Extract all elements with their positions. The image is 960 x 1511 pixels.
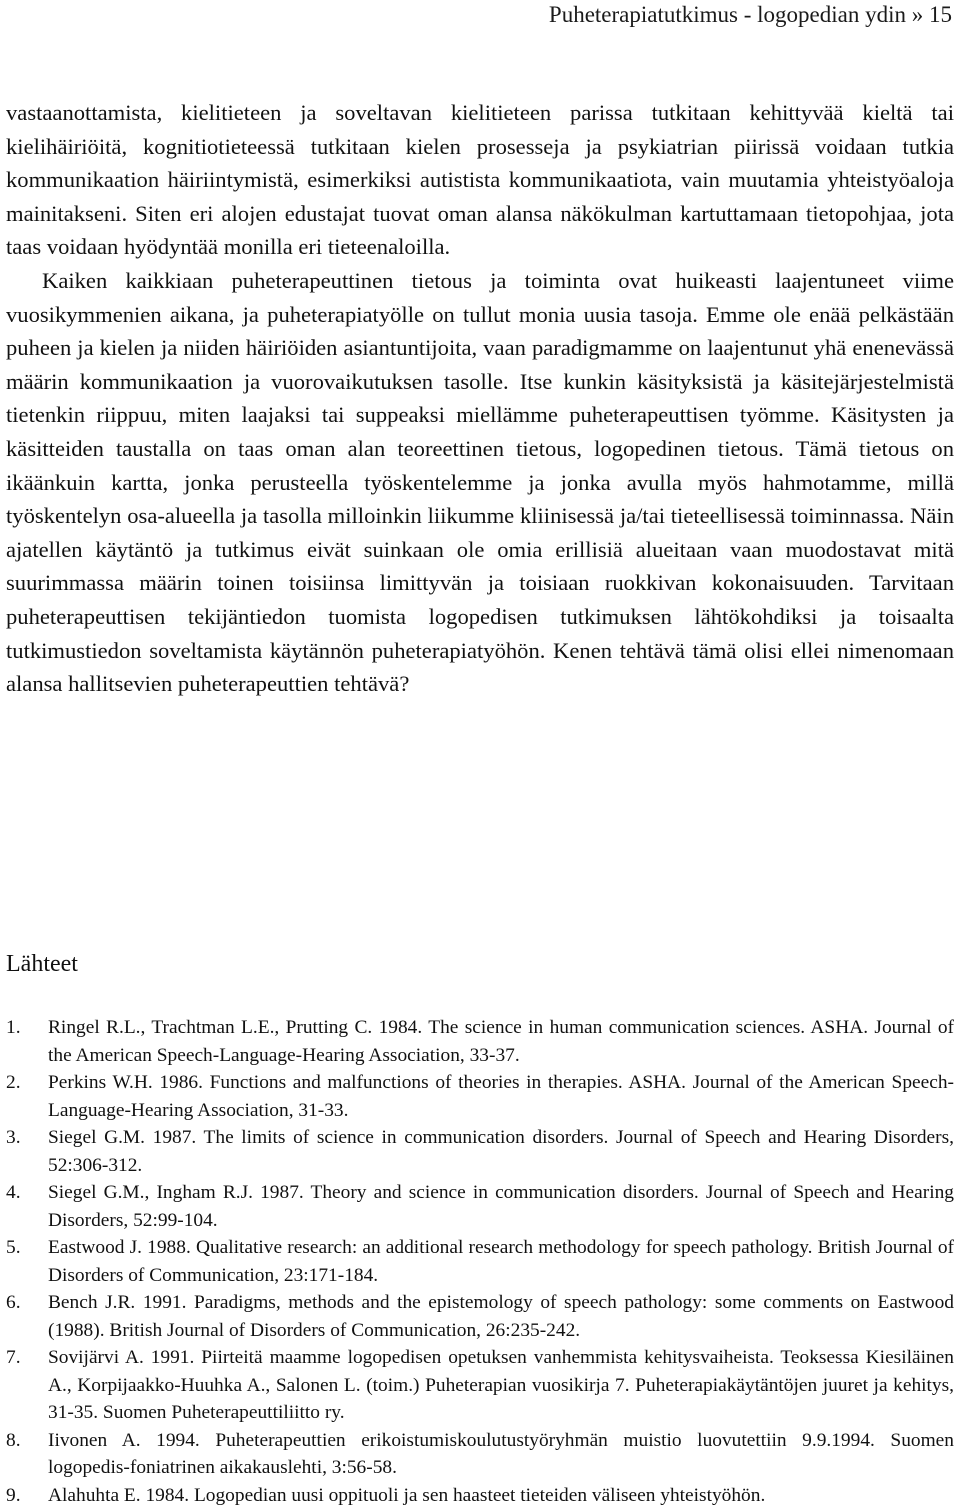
reference-number: 5. [6, 1237, 21, 1258]
reference-item-8 [6, 1427, 954, 1482]
reference-item-1 [6, 1014, 954, 1069]
reference-item-4 [6, 1179, 954, 1234]
reference-number: 4. [6, 1182, 21, 1203]
reference-number: 3. [6, 1127, 21, 1148]
reference-number: 9. [6, 1484, 21, 1506]
reference-item-9 [6, 1482, 954, 1510]
running-header: Puheterapiatutkimus - logopedian ydin » 15 [548, 2, 952, 27]
references-heading: Lähteet [6, 951, 78, 977]
reference-number: 1. [6, 1017, 21, 1038]
reference-number: 2. [6, 1072, 21, 1093]
paragraph-2: Kaiken kaikkiaan puheterapeuttinen tietous ja toiminta ovat huikeasti laajentuneet viime vuosikymmenien aikana, ja puheterapiatyölle on tullut monia uusia tasoja. Emme ole enää pelkästään puheen ja kielen ja niiden häiriöiden asiantuntijoita, vaan paradigmamme on laajentunut yhä enenevässä määrin kommunikaation ja vuorovaikutuksen tasolle. Itse kunkin käsityksistä ja käsitejärjestelmistä tietenkin riippuu, miten laajaksi tai suppeaksi miellämme puheterapeuttisen työmme. Käsitysten ja käsitteiden taustalla on taas oman alan teoreettinen tietous, logopedinen tietous. Tämä tietous on ikäänkuin kartta, jonka perusteella työskentelemme ja jonka avulla myös hahmotamme, millä työskentelyn osa-alueella ja tasolla milloinkin liikumme kliinisessä ja/tai tieteellisessä toiminnassa. Näin ajatellen käytäntö ja tutkimus eivät suinkaan ole omia erillisiä alueitaan vaan muodostavat mitä suurimmassa määrin toinen toisiinsa limittyvän ja toisiaan ruokkivan kokonaisuuden. Tarvitaan puheterapeuttisen tekijäntiedon tuomista logopedisen tutkimuksen lähtökohdiksi ja toisaalta tutkimustiedon soveltamista käytännön puheterapiatyöhön. Kenen tehtävä tämä olisi ellei nimenomaan alansa hallitsevien puheterapeuttien tehtävä? [6, 267, 954, 697]
reference-number: 6. [6, 1292, 21, 1313]
reference-text: Ringel R.L., Trachtman L.E., Prutting C. 1984. The science in human communication sciences. ASHA. Journal of the American Speech-Language-Hearing Association, 33-37. [48, 1017, 954, 1066]
reference-text: Siegel G.M. 1987. The limits of science in communication disorders. Journal of Speech and Hearing Disorders, 52:306-312. [48, 1127, 954, 1176]
reference-number: 7. [6, 1347, 21, 1368]
reference-text: Alahuhta E. 1984. Logopedian uusi oppituoli ja sen haasteet tieteiden väliseen yhteistyöhön. [48, 1484, 766, 1506]
references-list [6, 1014, 954, 1509]
reference-text: Bench J.R. 1991. Paradigms, methods and the epistemology of speech pathology: some comments on Eastwood (1988). British Journal of Disorders of Communication, 26:235-242. [48, 1292, 954, 1341]
reference-text: Iivonen A. 1994. Puheterapeuttien erikoistumiskoulutustyöryhmän muistio luovutettiin 9.9.1994. Suomen logopedis-foniatrinen aikakauslehti, 3:56-58. [48, 1429, 954, 1478]
reference-text: Perkins W.H. 1986. Functions and malfunctions of theories in therapies. ASHA. Journal of the American Speech-Language-Hearing Association, 31-33. [48, 1072, 954, 1121]
body-text [6, 96, 954, 701]
header-rule [470, 40, 954, 41]
reference-text: Sovijärvi A. 1991. Piirteitä maamme logopedisen opetuksen vanhemmista kehitysvaiheista. Teoksessa Kiesiläinen A., Korpijaakko-Huuhka A., Salonen L. (toim.) Puheterapian vuosikirja 7. Puheterapiakäytäntöjen juuret ja kehitys, 31-35. Suomen Puheterapeuttiliitto ry. [48, 1347, 954, 1423]
reference-number: 8. [6, 1429, 21, 1451]
reference-item-7 [6, 1344, 954, 1427]
paragraph-1: vastaanottamista, kielitieteen ja soveltavan kielitieteen parissa tutkitaan kehittyvää kieltä tai kielihäiriöitä, kognitiotieteessä tutkitaan kielen prosesseja ja psykiatrian piirissä voidaan tutkia kommunikaation häiriintymistä, esimerkiksi autistista kommunikaatiota, vain muutamia yhteistyöaloja mainitakseni. Siten eri alojen edustajat tuovat oman alansa näkökulman kartuttamaan tietopohjaa, jota taas voidaan hyödyntää monilla eri tieteenaloilla. [6, 100, 954, 260]
reference-item-6 [6, 1289, 954, 1344]
reference-item-5 [6, 1234, 954, 1289]
reference-item-2 [6, 1069, 954, 1124]
reference-text: Eastwood J. 1988. Qualitative research: an additional research methodology for speech pathology. British Journal of Disorders of Communication, 23:171-184. [48, 1237, 954, 1286]
reference-item-3 [6, 1124, 954, 1179]
reference-text: Siegel G.M., Ingham R.J. 1987. Theory and science in communication disorders. Journal of Speech and Hearing Disorders, 52:99-104. [48, 1182, 954, 1231]
